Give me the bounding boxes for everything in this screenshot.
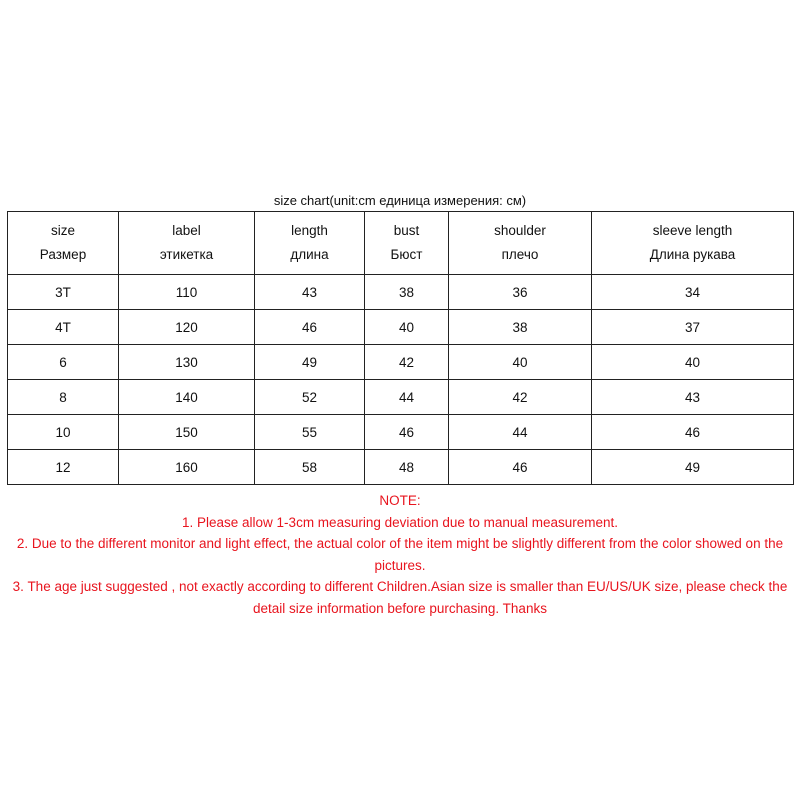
table-cell-shoulder: 46: [449, 450, 592, 485]
size-chart-table: [7, 211, 794, 485]
column-header-label-ru: Бюст: [390, 247, 423, 262]
table-cell-bust: 38: [365, 275, 449, 310]
note-item-2: 2. Due to the different monitor and light effect, the actual color of the item might be slightly different from the color showed on the pictures.: [16, 536, 784, 573]
table-cell-bust: 48: [365, 450, 449, 485]
table-cell-sleeve-length: 46: [592, 415, 794, 450]
table-row: [8, 415, 794, 450]
size-chart-caption: size chart(unit:cm единица измерения: см): [273, 193, 527, 208]
table-cell-size: 8: [8, 380, 119, 415]
table-header-row: [8, 212, 794, 275]
table-cell-sleeve-length: 40: [592, 345, 794, 380]
column-header-label: [119, 212, 255, 275]
note-item-3: 3. The age just suggested , not exactly according to different Children.Asian size is smaller than EU/US/UK size, please check the detail size information before purchasing. Thanks: [12, 579, 788, 616]
column-header-label-en: bust: [393, 223, 420, 238]
column-header-label-ru: Длина рукава: [649, 247, 736, 262]
table-row: [8, 275, 794, 310]
table-cell-length: 52: [255, 380, 365, 415]
table-cell-length: 43: [255, 275, 365, 310]
column-header-label-en: size: [50, 223, 75, 238]
column-header-label-en: shoulder: [494, 223, 546, 238]
column-header-label-en: sleeve length: [652, 223, 733, 238]
table-cell-bust: 44: [365, 380, 449, 415]
table-cell-label: 120: [119, 310, 255, 345]
table-row: [8, 380, 794, 415]
notes-heading: NOTE:: [379, 493, 421, 508]
table-cell-size: 12: [8, 450, 119, 485]
table-cell-shoulder: 42: [449, 380, 592, 415]
table-cell-label: 150: [119, 415, 255, 450]
column-header-label-ru: длина: [290, 247, 329, 262]
column-header-label-en: length: [291, 223, 328, 238]
table-cell-size: 6: [8, 345, 119, 380]
table-cell-shoulder: 40: [449, 345, 592, 380]
table-cell-bust: 40: [365, 310, 449, 345]
table-cell-length: 55: [255, 415, 365, 450]
column-header-label-ru: этикетка: [159, 247, 214, 262]
table-row: [8, 310, 794, 345]
table-cell-sleeve-length: 37: [592, 310, 794, 345]
column-header-shoulder: [449, 212, 592, 275]
table-cell-label: 160: [119, 450, 255, 485]
table-row: [8, 450, 794, 485]
note-item-1: 1. Please allow 1-3cm measuring deviation due to manual measurement.: [182, 514, 618, 530]
table-cell-size: 4T: [8, 310, 119, 345]
column-header-sleeve-length: [592, 212, 794, 275]
notes-section: [0, 490, 800, 619]
column-header-label-ru: Размер: [39, 247, 87, 262]
table-cell-length: 46: [255, 310, 365, 345]
table-cell-shoulder: 38: [449, 310, 592, 345]
column-header-size: [8, 212, 119, 275]
table-row: [8, 345, 794, 380]
column-header-label-ru: плечо: [501, 247, 539, 262]
table-cell-bust: 42: [365, 345, 449, 380]
table-cell-label: 130: [119, 345, 255, 380]
column-header-label-en: label: [172, 223, 201, 238]
table-cell-shoulder: 36: [449, 275, 592, 310]
table-cell-length: 58: [255, 450, 365, 485]
table-cell-size: 10: [8, 415, 119, 450]
table-cell-shoulder: 44: [449, 415, 592, 450]
column-header-length: [255, 212, 365, 275]
column-header-bust: [365, 212, 449, 275]
table-cell-label: 140: [119, 380, 255, 415]
table-cell-size: 3T: [8, 275, 119, 310]
table-cell-sleeve-length: 34: [592, 275, 794, 310]
table-cell-sleeve-length: 43: [592, 380, 794, 415]
table-cell-bust: 46: [365, 415, 449, 450]
table-cell-sleeve-length: 49: [592, 450, 794, 485]
table-cell-length: 49: [255, 345, 365, 380]
table-cell-label: 110: [119, 275, 255, 310]
